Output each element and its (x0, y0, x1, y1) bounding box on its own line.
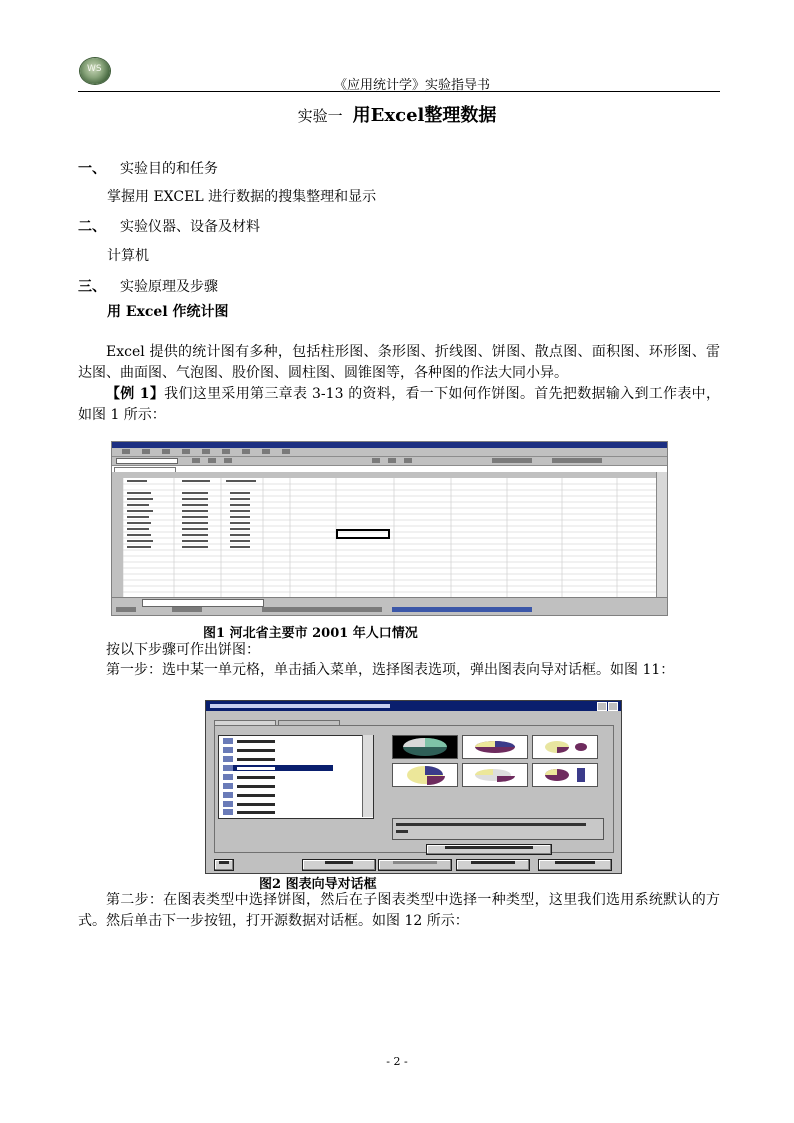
logo-text: WS (87, 64, 102, 74)
chart-type-item (223, 801, 333, 807)
chart-type-item (223, 783, 333, 789)
running-header: 《应用统计学》实验指导书 (333, 78, 490, 93)
bar-of-pie-thumbnail (532, 763, 598, 787)
section-number: 三、 (78, 279, 106, 295)
chart-type-item (223, 809, 333, 815)
page-title (0, 101, 794, 127)
pie-thumbnail-selected (392, 735, 458, 759)
help-button (214, 859, 234, 871)
figure-2-caption: 图2 图表向导对话框 (259, 877, 377, 892)
title-prefix: 实验一 (297, 107, 343, 125)
chart-type-item (223, 774, 333, 780)
excel-sheet-tabs-and-drawing-toolbar (112, 597, 667, 615)
next-button (456, 859, 530, 871)
example-text: 我们这里采用第三章表 3-13 的资料，看一下如何作饼图。首先把数据输入到工作表中，如图 1 所示： (78, 386, 720, 423)
section-number: 二、 (78, 219, 106, 235)
sub-heading: 用 Excel 作统计图 (107, 304, 229, 320)
sub-chart-type-grid (392, 735, 602, 785)
paragraph-chart-types: Excel 提供的统计图有多种，包括柱形图、条形图、折线图、饼图、散点图、面积图、环形图、雷达图、曲面图、气泡图、股价图、圆柱图、圆锥图等，各种图的作法大同小异。 (78, 344, 720, 381)
chart-type-item (223, 756, 333, 762)
chart-type-list (218, 735, 374, 819)
chart-type-item (223, 792, 333, 798)
exploded-3d-pie-thumbnail (462, 763, 528, 787)
figure-1-caption: 图1 河北省主要市 2001 年人口情况 (203, 626, 418, 641)
section-body-2: 计算机 (107, 248, 149, 264)
header-rule (78, 91, 720, 92)
paragraph-example-1 (78, 384, 720, 426)
chart-type-item-selected (223, 765, 333, 771)
chart-type-item (223, 738, 333, 744)
wizard-title-bar (206, 701, 621, 711)
page-number: - 2 - (386, 1055, 408, 1068)
chart-type-scrollbar (362, 735, 373, 817)
section-heading-3 (78, 276, 218, 296)
chart-description-box (392, 818, 604, 840)
excel-selected-cell (336, 529, 390, 539)
wizard-tabs (214, 715, 342, 725)
excel-toolbar (112, 457, 667, 466)
section-heading-text: 实验目的和任务 (120, 161, 218, 177)
pie-3d-thumbnail (462, 735, 528, 759)
excel-row-header (112, 478, 123, 598)
paragraph-step-1: 第一步：选中某一单元格，单击插入菜单，选择图表选项，弹出图表向导对话框。如图 11： (106, 662, 675, 678)
paragraph-step-2: 第二步：在图表类型中选择饼图，然后在子图表类型中选择一种类型，这里我们选用系统默认的方式。然后单击下一步按钮，打开源数据对话框。如图 12 所示： (78, 892, 720, 929)
finish-button (538, 859, 612, 871)
press-and-hold-button (426, 844, 552, 855)
section-heading-1 (78, 158, 218, 178)
figure-1-excel-screenshot (111, 441, 668, 616)
section-heading-text: 实验仪器、设备及材料 (120, 219, 260, 235)
section-heading-text: 实验原理及步骤 (120, 279, 218, 295)
section-body-1: 掌握用 EXCEL 进行数据的搜集整理和显示 (107, 189, 377, 205)
chart-type-item (223, 747, 333, 753)
section-heading-2 (78, 216, 260, 236)
figure-2-chart-wizard-screenshot (205, 700, 622, 874)
excel-vertical-scrollbar (656, 472, 667, 602)
paragraph-steps-intro: 按以下步骤可作出饼图： (106, 642, 260, 658)
cancel-button (302, 859, 376, 871)
pie-of-pie-thumbnail (532, 735, 598, 759)
example-label: 【例 1】 (106, 386, 165, 402)
title-main: 用Excel整理数据 (352, 105, 497, 126)
exploded-pie-thumbnail (392, 763, 458, 787)
excel-menu-bar (112, 448, 667, 457)
section-number: 一、 (78, 161, 106, 177)
back-button (378, 859, 452, 871)
